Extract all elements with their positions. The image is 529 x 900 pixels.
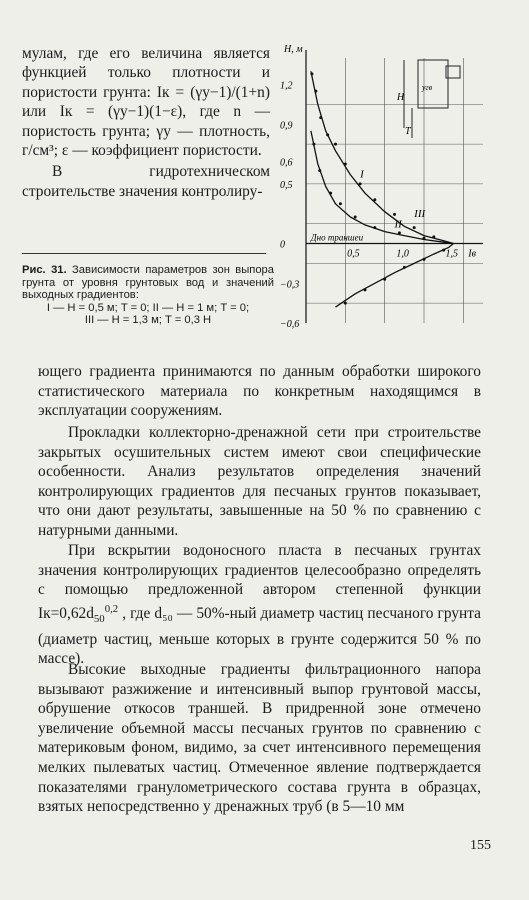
top-text-column <box>22 44 270 201</box>
body-paragraph-2: Прокладки коллекторно-дренажной сети при строительстве закрытых осушительных систем имеют свои специфические особенности. Анализ результатов определения значений контролирующих градиентов для песчаных грунтов показывает, что они дают результаты, завышенные на 50 % по сравнению с натурными данными. <box>38 424 481 539</box>
body-paragraph-3-start: При вскрытии водоносного пласта в песчаных грунтах значения контролирующих градиентов целесообразно определять с помощью предложенной автором степенной функции Iк=0,62d <box>38 542 481 622</box>
data-point-7 <box>373 198 376 201</box>
data-point-6 <box>359 182 362 185</box>
series-line-1 <box>311 71 454 243</box>
data-point-10 <box>432 235 435 238</box>
series-label-1: I <box>360 168 364 181</box>
inset-t-label: T <box>405 126 411 137</box>
x-axis-label: Iв <box>468 248 476 260</box>
data-point-4 <box>334 143 337 146</box>
top-paragraph-1: мулам, где его величина является функцией только плотности и пористости грунта: Iк = (γу−1)/(1+n) или Iк = (γу−1)(1−ε), где n — пористость грунта; γу — плотность, г/см³; ε — коэффициент пористости. <box>22 45 270 160</box>
y-axis-label: H, м <box>284 44 303 55</box>
body-paragraph-4: Высокие выходные градиенты фильтрационного напора вызывают разжижение и интенсивный выпор грунтовой массы, обрушение откосов траншей. В придренной зоне отмечено увеличение объемной массы песчаных грунтов по сравнению с материковым фоном, видимо, за счет интенсивного перемещения мелких пылеватых частиц. Отмеченное явление подтверждается показателями гранулометрического состава грунта в образцах, взятых непосредственно у дренажных труб (в 5—10 мм <box>38 661 481 816</box>
data-point-17 <box>398 231 401 234</box>
y-tick-label-5: −0,3 <box>280 279 300 291</box>
y-tick-label-3: 0,5 <box>280 179 293 191</box>
series-label-3: III <box>414 208 426 220</box>
data-point-18 <box>423 237 426 240</box>
chart-points <box>310 72 445 304</box>
data-point-13 <box>329 192 332 195</box>
figure-caption <box>22 264 274 327</box>
inset-h-label: H <box>397 92 405 103</box>
inset-gv-label: угв <box>422 83 433 92</box>
data-point-23 <box>423 258 426 261</box>
x-tick-label-1: 1,0 <box>396 248 409 260</box>
data-point-2 <box>319 116 322 119</box>
body-paragraph-1: ющего градиента принимаются по данным обработки широкого статистического материала по конкретным находящимся в эксплуатации сооружениям. <box>38 363 481 420</box>
data-point-11 <box>312 143 315 146</box>
y-tick-label-1: 0,9 <box>280 120 293 132</box>
trench-bottom-annotation: Дно траншеи <box>310 232 364 243</box>
y-tick-label-2: 0,6 <box>280 157 293 169</box>
y-tick-label-6: −0,6 <box>280 319 300 330</box>
data-point-22 <box>403 266 406 269</box>
chart-grid <box>306 58 483 323</box>
data-point-12 <box>318 169 321 172</box>
data-point-9 <box>413 226 416 229</box>
chart-axes <box>306 50 483 323</box>
figure-label: Рис. 31. <box>22 264 67 276</box>
data-point-19 <box>344 302 347 305</box>
figure-31-chart <box>278 38 500 338</box>
figure-caption-line-3: III — H = 1,3 м; T = 0,3 H <box>84 314 212 327</box>
y-tick-label-4: 0 <box>280 239 285 251</box>
chart-curves <box>311 71 454 307</box>
chart-labels <box>280 44 477 330</box>
x-tick-label-2: 1,5 <box>445 248 458 260</box>
formula-superscript: 0,2 <box>104 602 119 615</box>
top-paragraph-2: В гидротехническом строительстве значения контролиру- <box>22 163 270 200</box>
data-point-8 <box>393 213 396 216</box>
body-paragraph-3-end: , где d₅₀ — 50%-ный диаметр частиц песчаного грунта (диаметр частиц, меньше которых в грунте содержится 50 % по массе). <box>38 604 481 668</box>
data-point-5 <box>344 163 347 166</box>
series-line-2 <box>311 131 454 244</box>
data-point-21 <box>383 278 386 281</box>
page-number: 155 <box>470 838 491 853</box>
body-paragraph-3 <box>38 541 481 669</box>
data-point-16 <box>373 226 376 229</box>
data-point-15 <box>354 216 357 219</box>
series-label-2: II <box>394 218 402 231</box>
caption-separator <box>22 253 266 254</box>
data-point-1 <box>314 90 317 93</box>
figure-caption-text: Зависимости параметров зон выпора грунта от уровня грунтовых вод и значений выходных градиентов: <box>22 264 275 302</box>
figure-caption-line-2: I — H = 0,5 м; T = 0; II — H = 1 м; T = 0; <box>46 301 250 314</box>
data-point-20 <box>364 288 367 291</box>
y-tick-label-0: 1,2 <box>280 80 293 92</box>
chart-inset-diagram <box>396 60 460 138</box>
data-point-14 <box>339 202 342 205</box>
data-point-0 <box>310 72 313 75</box>
x-tick-label-0: 0,5 <box>347 248 360 260</box>
formula-subscript: 50 <box>93 612 105 625</box>
data-point-3 <box>326 133 329 136</box>
